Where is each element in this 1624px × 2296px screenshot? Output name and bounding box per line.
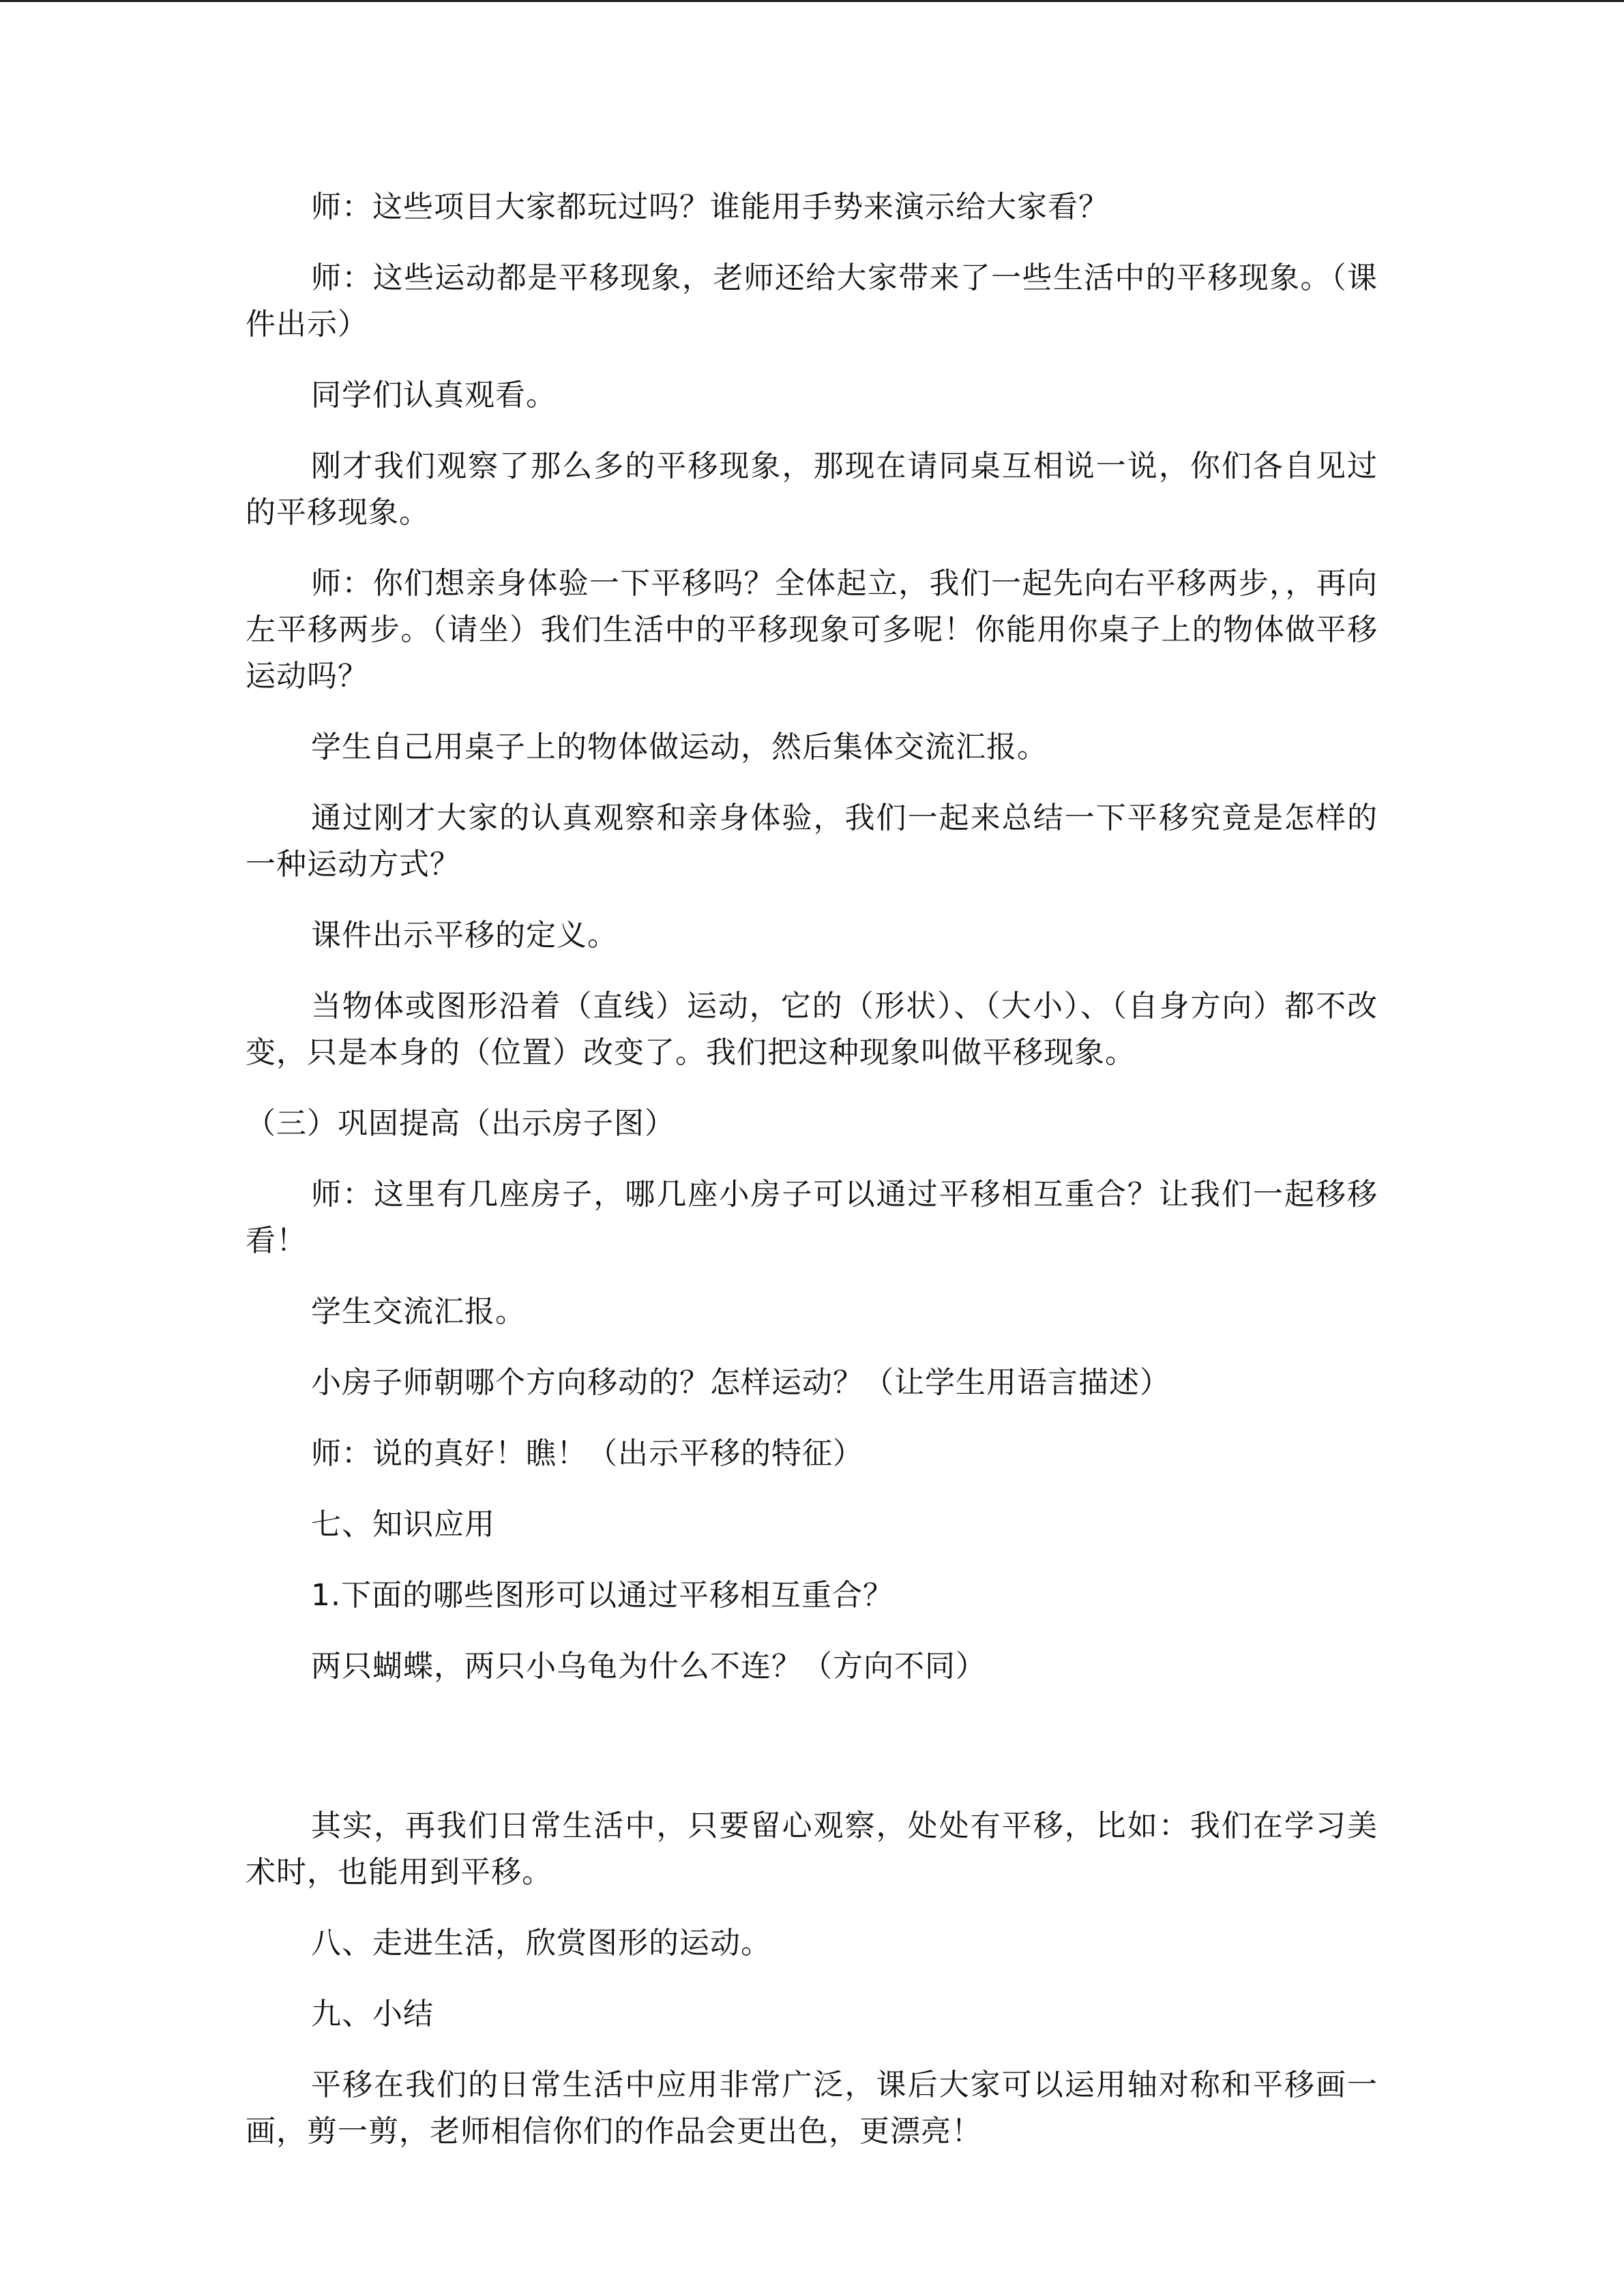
paragraph-student-activity: 学生自己用桌子上的物体做运动，然后集体交流汇报。	[311, 730, 1048, 764]
paragraph-courseware-definition: 课件出示平移的定义。	[311, 918, 618, 953]
section-heading-summary: 九、小结	[311, 1997, 434, 2031]
section-heading-life: 八、走进生活，欣赏图形的运动。	[311, 1926, 771, 1960]
paragraph-houses-question: 师：这里有几座房子，哪几座小房子可以通过平移相互重合？让我们一起移移看！	[246, 1177, 1378, 1258]
paragraph-exercise-1: 1.下面的哪些图形可以通过平移相互重合？	[311, 1578, 894, 1613]
paragraph-teacher-praise: 师：说的真好！瞧！（出示平移的特征）	[311, 1436, 863, 1471]
section-heading-application: 七、知识应用	[311, 1507, 495, 1542]
blank-space	[246, 1714, 1378, 1803]
paragraph-conclusion: 平移在我们的日常生活中应用非常广泛，课后大家可以运用轴对称和平移画一画，剪一剪，老师相信你们的作品会更出色，更漂亮！	[246, 2068, 1378, 2149]
paragraph-experience-translation: 师：你们想亲身体验一下平移吗？全体起立，我们一起先向右平移两步，，再向左平移两步。（请坐）我们生活中的平移现象可多呢！你能用你桌子上的物体做平移运动吗？	[246, 566, 1378, 694]
paragraph-teacher-question: 师：这些项目大家都玩过吗？谁能用手势来演示给大家看？	[311, 190, 1109, 224]
paragraph-translation-phenomena: 师：这些运动都是平移现象，老师还给大家带来了一些生活中的平移现象。（课件出示）	[246, 260, 1378, 342]
top-border-line	[0, 0, 1624, 2]
paragraph-students-watch: 同学们认真观看。	[311, 378, 557, 413]
paragraph-butterflies-turtles: 两只蝴蝶，两只小乌龟为什么不连？（方向不同）	[311, 1649, 986, 1684]
document-body	[246, 184, 1378, 2179]
section-heading-consolidation: （三）巩固提高（出示房子图）	[246, 1106, 675, 1141]
paragraph-translation-definition: 当物体或图形沿着（直线）运动，它的（形状）、（大小）、（自身方向）都不改变，只是本身的（位置）改变了。我们把这种现象叫做平移现象。	[246, 989, 1378, 1070]
paragraph-house-direction: 小房子师朝哪个方向移动的？怎样运动？（让学生用语言描述）	[311, 1365, 1170, 1400]
paragraph-daily-life: 其实，再我们日常生活中，只要留心观察，处处有平移，比如：我们在学习美术时，也能用到平移。	[246, 1808, 1378, 1890]
paragraph-summary-question: 通过刚才大家的认真观察和亲身体验，我们一起来总结一下平移究竟是怎样的一种运动方式？	[246, 801, 1378, 882]
paragraph-student-report: 学生交流汇报。	[311, 1294, 526, 1329]
paragraph-peer-discussion: 刚才我们观察了那么多的平移现象，那现在请同桌互相说一说，你们各自见过的平移现象。	[246, 449, 1378, 530]
